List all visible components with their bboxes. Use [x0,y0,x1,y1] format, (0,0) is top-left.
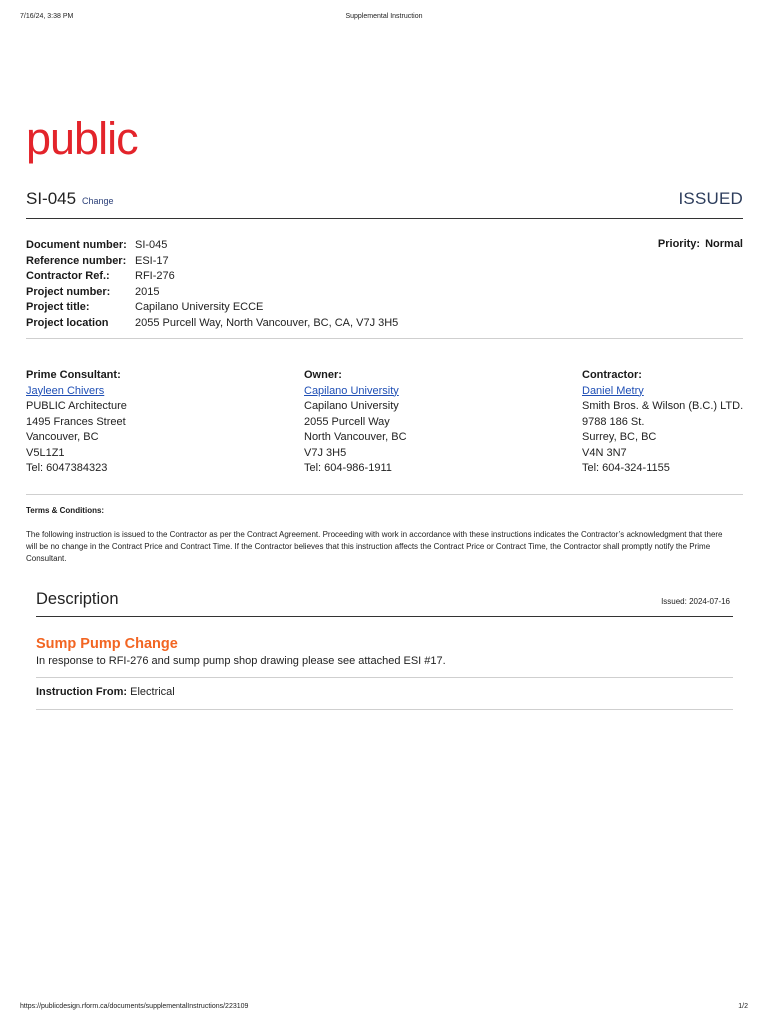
description-divider [36,616,733,617]
party-line: Capilano University [304,400,399,412]
instruction-divider [36,677,733,678]
meta-value: SI-045 [135,239,168,251]
party-line: 1495 Frances Street [26,415,126,428]
party-prime-consultant [26,368,127,477]
party-line: 2055 Purcell Way [304,415,390,428]
svg-text:public: public [26,116,138,164]
print-url: https://publicdesign.rform.ca/documents/supplementalInstructions/223109 [20,1003,249,1010]
meta-row-document-number [26,238,398,254]
priority-value: Normal [705,238,743,250]
party-contractor [582,368,743,477]
print-footer [20,1003,748,1010]
instruction-bottom-divider [36,709,733,710]
status-badge: ISSUED [678,189,743,208]
instruction-from [36,686,175,698]
instruction-body: In response to RFI-276 and sump pump shop drawing please see attached ESI #17. [36,655,446,667]
party-contact-link[interactable]: Capilano University [304,384,399,397]
party-line: Tel: 604-986-1911 [304,462,392,474]
party-line: North Vancouver, BC [304,431,407,443]
header-divider [26,218,743,219]
instruction-title: Sump Pump Change [36,636,178,652]
priority [658,238,743,250]
meta-value: RFI-276 [135,270,175,282]
party-line: V5L1Z1 [26,446,65,459]
party-line: Tel: 6047384323 [26,462,108,474]
meta-value: 2055 Purcell Way, North Vancouver, BC, CA, V7J 3H5 [135,316,399,329]
party-line: 9788 186 St. [582,415,645,428]
party-line: V4N 3N7 [582,446,627,459]
issued-date: Issued: 2024-07-16 [661,597,730,606]
party-title: Prime Consultant: [26,369,121,381]
party-line: Smith Bros. & Wilson (B.C.) LTD. [582,400,744,412]
meta-label: Contractor Ref.: [26,270,110,282]
party-contact-link[interactable]: Daniel Metry [582,384,644,397]
priority-label: Priority: [657,238,701,250]
parties-divider [26,494,743,495]
meta-row-project-title [26,300,398,316]
si-header [26,188,743,212]
meta-label: Project number: [26,285,111,298]
meta-label: Project title: [26,301,90,313]
meta-label: Document number: [26,239,127,251]
meta-row-reference-number [26,254,398,270]
party-line: V7J 3H5 [304,446,347,459]
party-title: Contractor: [582,369,642,381]
document-metadata [26,238,398,331]
meta-value: Capilano University ECCE [135,301,264,313]
page-number: 1/2 [738,1003,748,1010]
party-line: Vancouver, BC [26,431,99,443]
party-line: Tel: 604-324-1155 [582,462,670,474]
si-number: SI-045 [26,189,77,208]
meta-label: Reference number: [26,254,127,267]
change-link[interactable]: Change [82,196,114,206]
terms-title: Terms & Conditions: [26,506,105,515]
meta-label: Project location [26,316,109,329]
public-logo [26,116,160,173]
meta-value: ESI-17 [135,254,169,267]
print-datetime: 7/16/24, 3:38 PM [20,13,74,20]
instruction-from-label: Instruction From: [36,686,128,698]
party-line: PUBLIC Architecture [26,400,127,412]
meta-value: 2015 [135,285,160,298]
party-owner [304,368,407,477]
meta-divider [26,338,743,339]
meta-row-project-number [26,285,398,301]
party-title: Owner: [304,369,342,381]
terms-text: The following instruction is issued to the Contractor as per the Contract Agreement. Proceeding with work in accordance with these instructions indicates the Contractor’s acknowledgment that there will be no change in the Contract Price and Contract Time. If the Contractor believes that this instruction affects the Contract Price or Contract Time, the Contractor shall promptly notify the Prime Consultant. [26,530,723,563]
print-header [20,13,748,20]
party-line: Surrey, BC, BC [582,431,657,443]
print-title: Supplemental Instruction [345,13,423,20]
instruction-from-value: Electrical [130,686,175,698]
meta-row-project-location [26,316,398,332]
party-contact-link[interactable]: Jayleen Chivers [26,384,105,397]
description-title: Description [36,590,119,608]
meta-row-contractor-ref [26,269,398,285]
